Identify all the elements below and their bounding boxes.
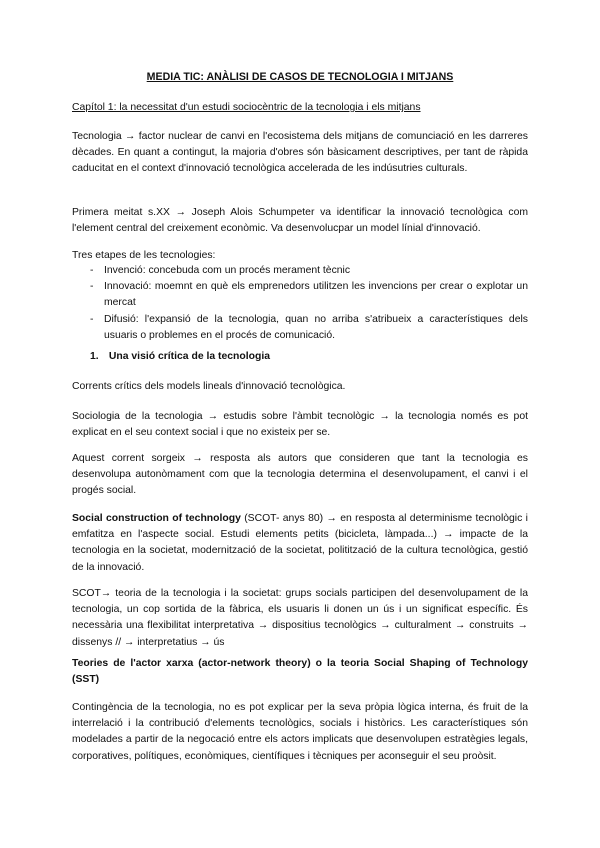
- paragraph-sociologia: Sociologia de la tecnologia → estudis sobre l'àmbit tecnològic → la tecnologia només es pot explicat en el seu context social i que no existeix per se.: [72, 411, 528, 439]
- paragraph-contingencia: Contingència de la tecnologia, no es pot explicar per la seva pròpia lògica interna, és fruit de la interrelació i la contribució d'elements tecnològics, socials i històrics. Les característiques són modelades a partir de la negocació entre els actors implicats que desenvolupen estratègies legals, corporatives, polítiques, econòmiques, científiques i tècniques per aconseguir el seu proòsit.: [72, 702, 528, 762]
- section-number: 1.: [90, 351, 99, 362]
- paragraph-etapes: Tres etapes de les tecnologies:: [72, 250, 216, 261]
- paragraph-scot-teoria: SCOT→ teoria de la tecnologia i la societat: grups socials participen del desenvolupament de la tecnologia, un cop sortida de la fàbrica, els usuaris li donen un ús i un significat específic. És necessària una flexibilitat interpretativa → dispositius tecnològics → culturalment → construits → dissenys // → interpretatius → ús: [72, 588, 528, 648]
- list-item: [72, 279, 528, 311]
- list-item-text: Difusió: l'expansió de la tecnologia, quan no arriba s'atribueix a característiques dels usuaris o problemes en el procés de comunicació.: [104, 313, 528, 341]
- paragraph-tecnologia: Tecnologia → factor nuclear de canvi en l'ecosistema dels mitjans de comunciació en les darreres dècades. En quant a contingut, la majoria d'obres són bàsicament descriptives, per tant de ràpida caducitat en el context d'innovació tecnològica accelerada de les indúsutries culturals.: [72, 131, 528, 175]
- scot-term: Social construction of technology: [72, 513, 241, 524]
- list-item: [72, 312, 528, 344]
- paragraph-schumpeter: Primera meitat s.XX → Joseph Alois Schumpeter va identificar la innovació tecnològica com l'element central del creixement econòmic. Va desenvolucpar un model línial d'innovació.: [72, 207, 528, 235]
- paragraph-corrent-sorgeix: Aquest corrent sorgeix → resposta als autors que consideren que tant la tecnologia es desenvolupa autonòmament com que la tecnologia determina el desenvolupament, el canvi i el progés social.: [72, 453, 528, 497]
- scot-description: (SCOT- anys 80) → en resposta al determinisme tecnològic i emfatitza en l'aspecte social. Estudi elements petits (bicicleta, làmpada...) → impacte de la tecnologia en la societat, modernització de la societat, politització de la cultura tecnològica, gestió de la innovació.: [72, 513, 528, 573]
- stages-list: [72, 263, 528, 344]
- list-dash: -: [90, 281, 94, 293]
- chapter-heading: Capítol 1: la necessitat d'un estudi sociocèntric de la tecnologia i els mitjans: [72, 102, 421, 113]
- list-item-text: Innovació: moemnt en què els emprenedors utilitzen les invencions per crear o explotar un mercat: [104, 281, 528, 309]
- list-dash: -: [90, 313, 94, 325]
- subheading-actor-network: Teories de l'actor xarxa (actor-network theory) o la teoria Social Shaping of Technology (SST): [72, 658, 528, 686]
- paragraph-corrents: Corrents crítics dels models lineals d'innovació tecnològica.: [72, 381, 346, 392]
- list-item-text: Invenció: concebuda com un procés merament tècnic: [104, 265, 351, 276]
- section-title: Una visió crítica de la tecnologia: [108, 351, 270, 362]
- list-dash: -: [90, 265, 94, 276]
- paragraph-scot: [72, 511, 528, 576]
- section-heading: [90, 349, 270, 365]
- document-title: MEDIA TIC: ANÀLISI DE CASOS DE TECNOLOGIA I MITJANS: [146, 71, 454, 83]
- list-item: [72, 263, 528, 279]
